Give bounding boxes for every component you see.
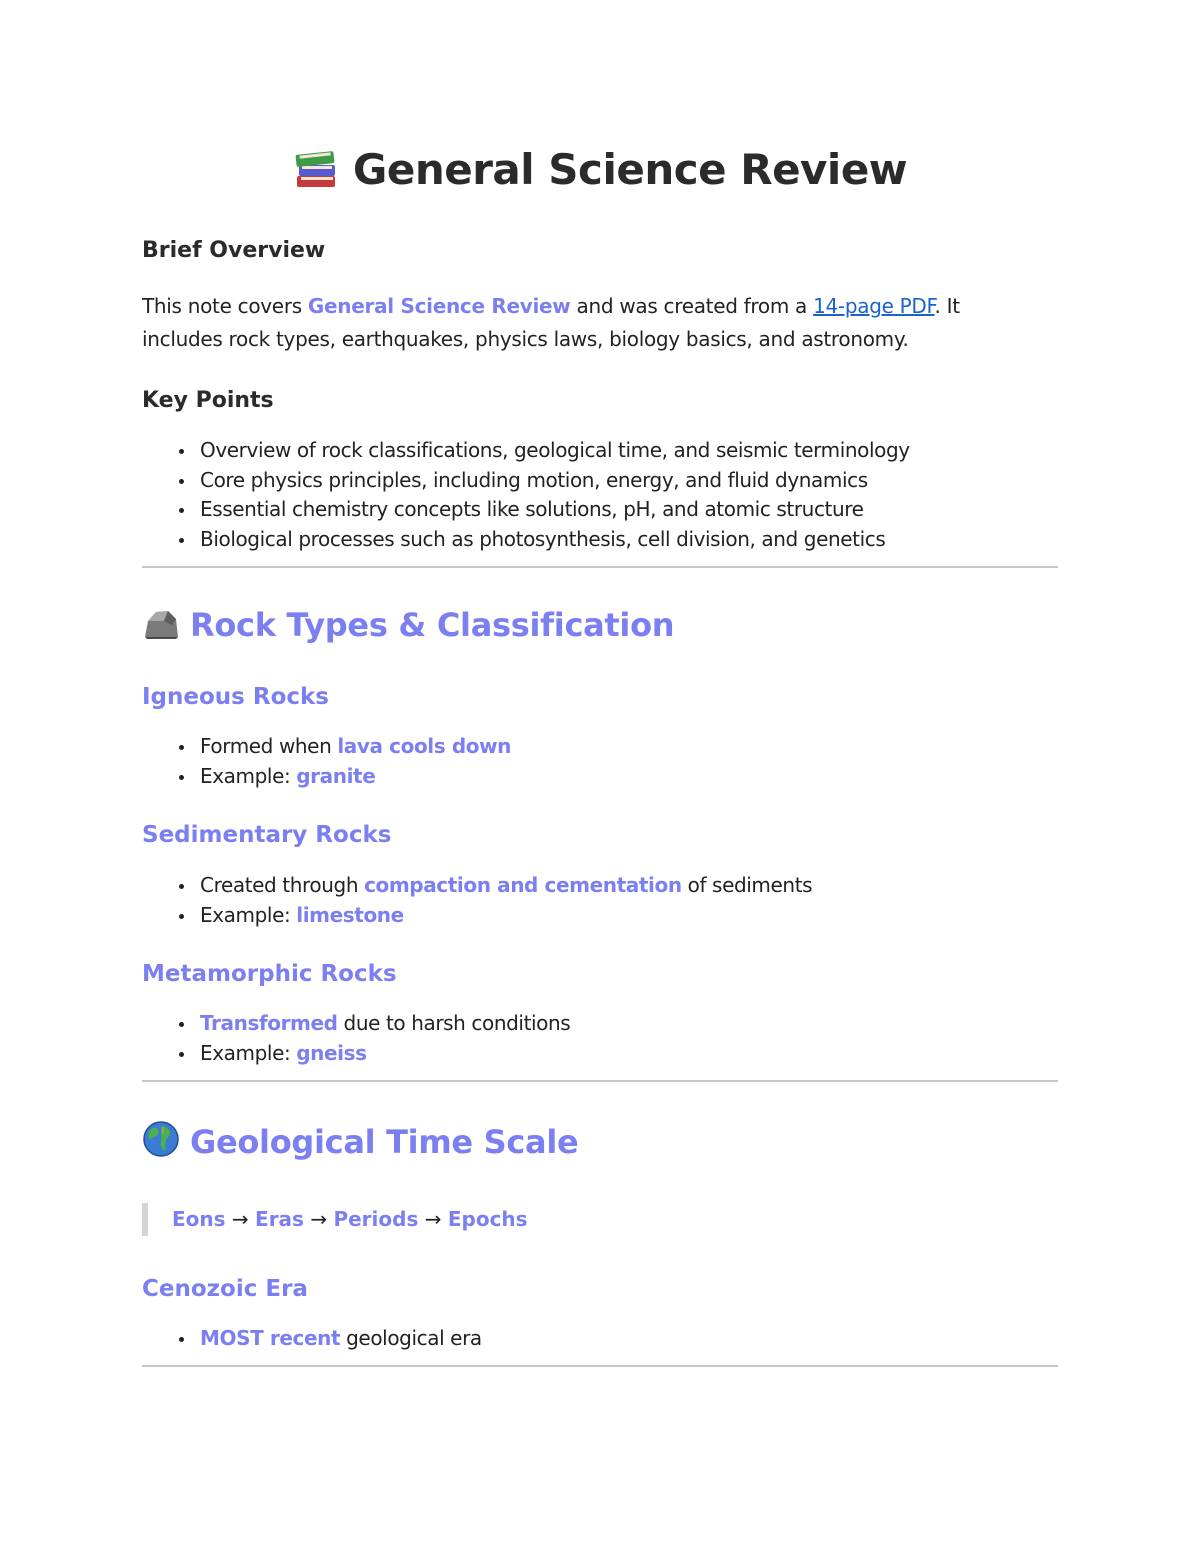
- list-item: Created through compaction and cementation of sediments: [142, 871, 812, 901]
- time-scale-heading: Geological Time Scale: [142, 1120, 578, 1166]
- sedimentary-list: [142, 871, 812, 930]
- list-item: Biological processes such as photosynthesis, cell division, and genetics: [142, 525, 910, 555]
- list-item: Core physics principles, including motion, energy, and fluid dynamics: [142, 466, 910, 496]
- list-item: MOST recent geological era: [142, 1324, 482, 1354]
- rocks-heading: Rock Types & Classification: [142, 606, 674, 649]
- metamorphic-list: [142, 1009, 570, 1068]
- blockquote: Eons → Eras → Periods → Epochs: [142, 1203, 528, 1236]
- sedimentary-heading: Sedimentary Rocks: [142, 822, 392, 848]
- divider: [142, 1365, 1058, 1367]
- books-icon: [293, 146, 339, 200]
- list-item: Formed when lava cools down: [142, 732, 511, 762]
- igneous-heading: Igneous Rocks: [142, 684, 329, 710]
- overview-heading: Brief Overview: [142, 238, 326, 263]
- pdf-link[interactable]: 14-page PDF: [813, 294, 935, 318]
- divider: [142, 1080, 1058, 1082]
- globe-icon: [142, 1120, 180, 1166]
- divider: [142, 566, 1058, 568]
- page-title-text: General Science Review: [352, 145, 908, 194]
- list-item: Example: gneiss: [142, 1039, 570, 1069]
- cenozoic-list: [142, 1324, 482, 1354]
- rock-icon: [142, 607, 180, 649]
- igneous-list: [142, 732, 511, 791]
- key-points-list: [142, 436, 910, 554]
- cenozoic-heading: Cenozoic Era: [142, 1276, 308, 1302]
- list-item: Example: limestone: [142, 901, 812, 931]
- list-item: Overview of rock classifications, geological time, and seismic terminology: [142, 436, 910, 466]
- topic-highlight: General Science Review: [307, 294, 571, 318]
- list-item: Transformed due to harsh conditions: [142, 1009, 570, 1039]
- key-points-heading: Key Points: [142, 388, 274, 413]
- metamorphic-heading: Metamorphic Rocks: [142, 961, 397, 987]
- overview-paragraph: This note covers General Science Review and was created from a 14-page PDF. It includes rock types, earthquakes, physics laws, biology basics, and astronomy.: [142, 294, 960, 351]
- list-item: Example: granite: [142, 762, 511, 792]
- page-title: [142, 145, 1058, 200]
- list-item: Essential chemistry concepts like solutions, pH, and atomic structure: [142, 495, 910, 525]
